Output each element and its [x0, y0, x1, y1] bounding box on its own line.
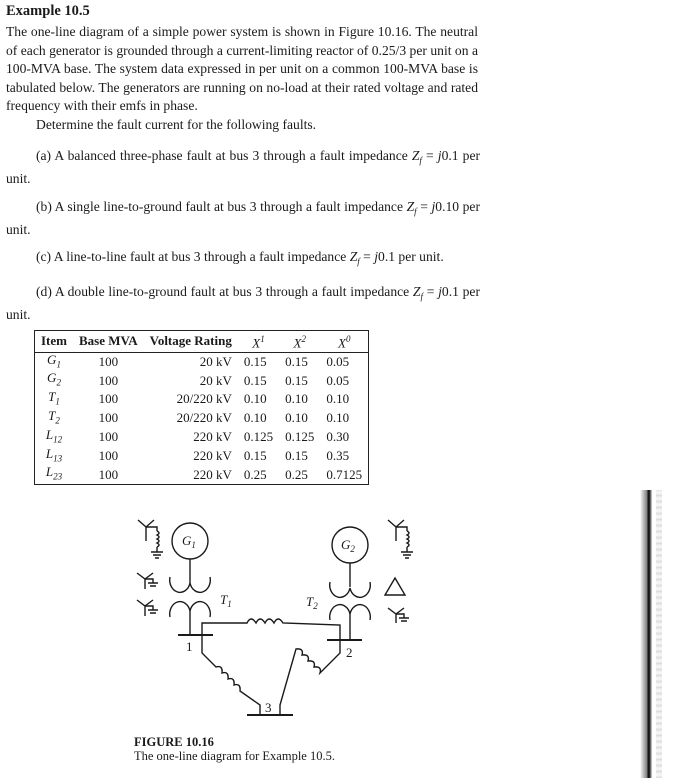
bus-1-label: 1: [186, 639, 193, 654]
cell-x2: 0.10: [285, 410, 308, 426]
line-l13: [202, 635, 260, 715]
cell-base: 100: [98, 447, 119, 463]
equals: =: [423, 284, 439, 299]
cell-item: $G_2$: [47, 370, 61, 388]
cell-item: $L_{13}$: [45, 445, 63, 464]
fault-tail: per unit.: [6, 199, 480, 238]
fault-c: [6, 248, 480, 271]
cell-volt: 220 kV: [193, 447, 232, 463]
cell-x2: 0.15: [285, 353, 308, 369]
cell-x1: 0.125: [243, 429, 274, 445]
g1-label: $G_1$: [182, 533, 196, 550]
t2-delta-icon: [385, 578, 405, 595]
fault-tail: per unit.: [6, 148, 481, 187]
fault-value: 0.10: [435, 199, 460, 214]
table-row: [35, 352, 369, 371]
table-row: [35, 447, 369, 466]
table-row: [35, 465, 369, 484]
fault-label: (c) A line-to-line fault at bus 3 through a fault impedance: [36, 249, 347, 264]
imag-unit: j: [437, 148, 442, 163]
page-edge: [656, 490, 662, 778]
problem-statement: [6, 23, 478, 135]
cell-x1: 0.10: [243, 410, 267, 426]
table-row: [35, 371, 369, 390]
table-row: [35, 390, 369, 409]
fault-symbol: Z: [412, 284, 421, 299]
cell-x2: 0.15: [285, 447, 308, 463]
cell-volt: 220 kV: [193, 466, 232, 482]
col-x2: $X^2$: [279, 331, 320, 353]
figure-caption: [134, 735, 335, 763]
cell-x0: 0.35: [326, 447, 350, 463]
fault-a: [6, 147, 480, 189]
table-row: [35, 409, 369, 428]
t1-secondary-wye-ground-icon: [137, 600, 158, 616]
cell-base: 100: [98, 353, 119, 369]
cell-x0: 0.7125: [326, 466, 363, 482]
cell-item: $L_{12}$: [45, 426, 63, 445]
t1-primary-wye-ground-icon: [137, 573, 158, 589]
fault-value: 0.1: [441, 284, 459, 299]
cell-x0: 0.05: [326, 372, 350, 388]
intro-text: The one-line diagram of a simple power system is shown in Figure 10.16. The neutral of each generator is grounded through a current-limiting reactor of 0.25/3 per unit on a 100-MVA base. The system data expressed in per unit on a common 100-MVA base is tabulated below. The generators are running on no-load at their rated voltage and rated frequency with their emfs in phase.: [6, 24, 478, 114]
cell-volt: 220 kV: [193, 429, 232, 445]
fault-symbol-sub: f: [357, 256, 360, 267]
cell-x0: 0.10: [326, 391, 350, 407]
cell-volt: 20 kV: [199, 372, 232, 388]
imag-unit: j: [431, 199, 436, 214]
fault-symbol-sub: f: [414, 206, 417, 217]
g2-grounding-icon: [388, 520, 413, 558]
table-row: [35, 428, 369, 447]
cell-x0: 0.10: [326, 410, 350, 426]
cell-x1: 0.15: [243, 372, 267, 388]
example-title: Example 10.5: [6, 3, 90, 19]
fault-label: (a) A balanced three-phase fault at bus 3 through a fault impedance: [36, 148, 408, 163]
t2-label: $T_2$: [306, 594, 318, 611]
col-x0: $X^0$: [320, 331, 368, 353]
col-x1: $X^1$: [238, 331, 279, 353]
cell-volt: 20/220 kV: [176, 391, 232, 407]
task-text: Determine the fault current for the following faults.: [36, 116, 317, 132]
fault-tail: per unit.: [395, 249, 444, 264]
cell-x1: 0.15: [243, 353, 267, 369]
fault-d: [6, 283, 480, 325]
fault-symbol-sub: f: [420, 291, 423, 302]
cell-x1: 0.25: [243, 466, 267, 482]
fault-symbol-sub: f: [419, 155, 422, 166]
cell-x2: 0.10: [285, 391, 308, 407]
cell-x2: 0.15: [285, 372, 308, 388]
col-voltage-rating: Voltage Rating: [144, 331, 238, 353]
figure-caption-text: The one-line diagram for Example 10.5.: [134, 749, 335, 763]
cell-item: $G_1$: [47, 351, 61, 370]
g1-grounding-icon: [138, 520, 163, 558]
figure-number: FIGURE 10.16: [134, 735, 214, 749]
cell-x2: 0.125: [285, 429, 315, 445]
imag-unit: j: [438, 284, 442, 299]
equals: =: [359, 249, 375, 264]
cell-item: $T_1$: [48, 389, 60, 407]
fault-label: (b) A single line-to-ground fault at bus 3 through a fault impedance: [36, 199, 403, 214]
cell-volt: 20/220 kV: [176, 410, 232, 426]
cell-x0: 0.30: [326, 429, 350, 445]
bus-3-label: 3: [265, 700, 272, 715]
line-l12: [202, 619, 340, 640]
fault-value: 0.1: [441, 148, 459, 163]
page-gutter-shadow: [640, 490, 652, 778]
equals: =: [421, 148, 438, 163]
equals: =: [416, 199, 432, 214]
cell-base: 100: [98, 466, 119, 482]
line-l23: [280, 640, 340, 715]
g2-label: $G_2$: [341, 537, 355, 554]
fault-symbol: Z: [349, 249, 358, 264]
fault-value: 0.1: [378, 249, 396, 264]
fault-symbol: Z: [411, 148, 420, 163]
bus-2-label: 2: [346, 645, 353, 660]
table-header-row: [35, 331, 369, 353]
cell-base: 100: [98, 372, 119, 388]
imag-unit: j: [374, 249, 379, 264]
cell-base: 100: [98, 391, 119, 407]
cell-x1: 0.10: [243, 391, 267, 407]
fault-label: (d) A double line-to-ground fault at bus 3 through a fault impedance: [36, 284, 410, 299]
cell-base: 100: [98, 410, 119, 426]
system-data-table: [34, 330, 369, 485]
cell-x2: 0.25: [285, 466, 308, 482]
cell-item: $T_2$: [48, 407, 60, 426]
col-item: Item: [35, 331, 74, 353]
t2-secondary-wye-ground-icon: [388, 608, 409, 623]
cell-x0: 0.05: [326, 353, 350, 369]
fault-b: [6, 198, 480, 240]
cell-base: 100: [98, 429, 119, 445]
one-line-diagram: [120, 505, 430, 725]
cell-volt: 20 kV: [199, 353, 232, 369]
cell-item: $L_{23}$: [45, 464, 63, 482]
t1-label: $T_1$: [220, 592, 232, 609]
col-base-mva: Base MVA: [73, 331, 144, 353]
fault-symbol: Z: [406, 199, 415, 214]
cell-x1: 0.15: [243, 447, 267, 463]
fault-tail: per unit.: [6, 284, 480, 323]
